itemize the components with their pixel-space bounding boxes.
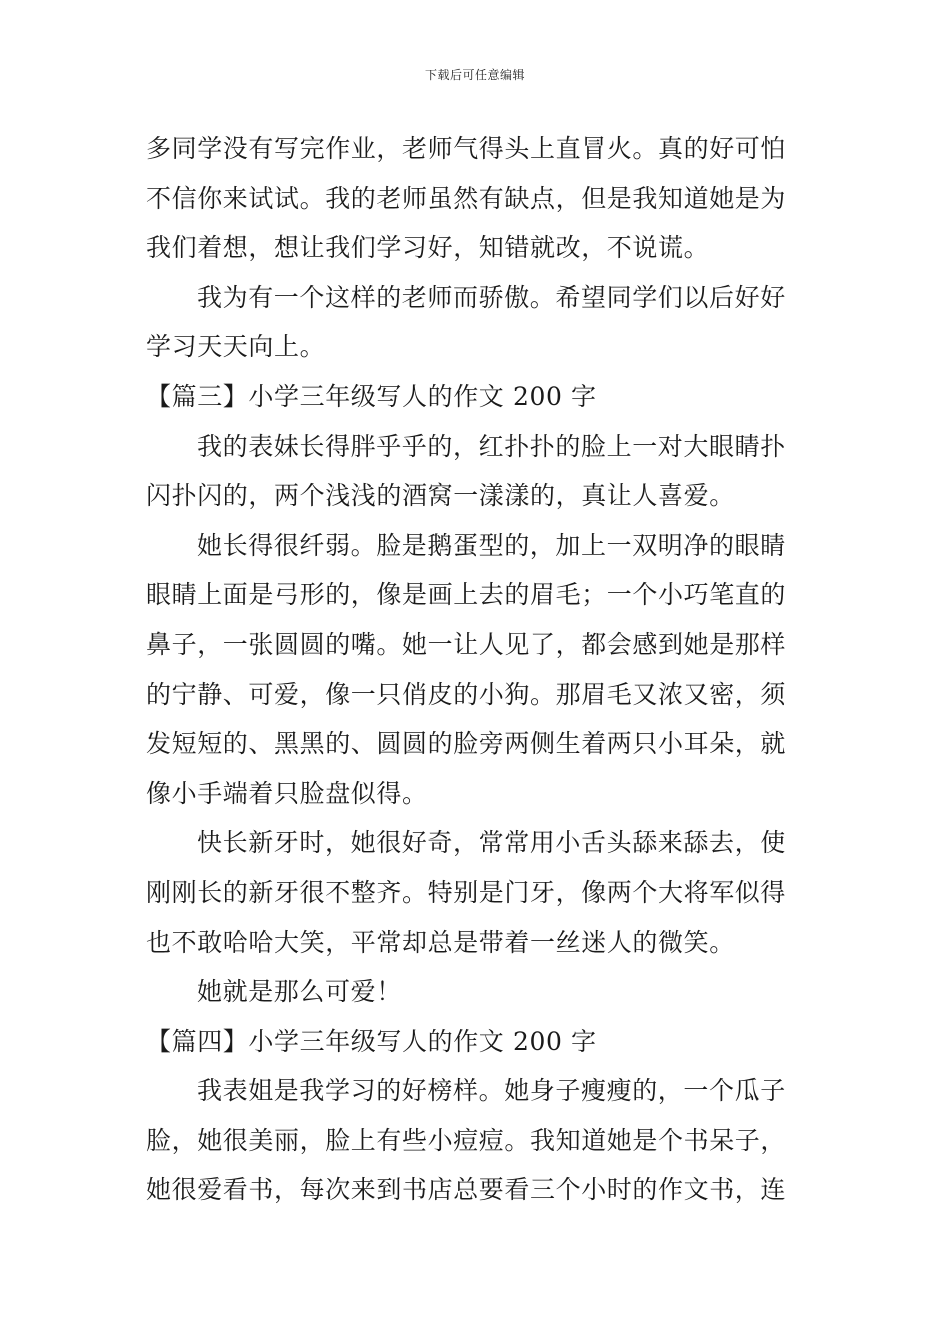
document-body — [146, 124, 810, 1215]
text-line: 我们着想，想让我们学习好，知错就改，不说谎。 — [146, 233, 710, 263]
text-line: 她就是那么可爱！ — [197, 977, 402, 1007]
text-line: 她长得很纤弱。脸是鹅蛋型的，加上一双明净的眼睛 — [197, 530, 786, 560]
text-line: 刚刚长的新牙很不整齐。特别是门牙，像两个大将军似得 — [146, 877, 787, 907]
text-line: 脸，她很美丽，脸上有些小痘痘。我知道她是个书呆子， — [146, 1125, 787, 1155]
text-line: 不信你来试试。我的老师虽然有缺点，但是我知道她是为 — [146, 183, 787, 213]
text-line: 快长新牙时，她很好奇，常常用小舌头舔来舔去，使 — [197, 828, 786, 858]
text-line: 我为有一个这样的老师而骄傲。希望同学们以后好好 — [197, 282, 786, 312]
text-line: 眼睛上面是弓形的，像是画上去的眉毛；一个小巧笔直的 — [146, 580, 787, 610]
text-line: 我表姐是我学习的好榜样。她身子瘦瘦的，一个瓜子 — [197, 1076, 786, 1106]
section-heading: 【篇四】小学三年级写人的作文 200 字 — [146, 1026, 597, 1056]
text-line: 像小手端着只脸盘似得。 — [146, 778, 428, 808]
text-line: 她很爱看书，每次来到书店总要看三个小时的作文书，连 — [146, 1175, 787, 1205]
section-heading: 【篇三】小学三年级写人的作文 200 字 — [146, 381, 597, 411]
text-line: 学习天天向上。 — [146, 332, 326, 362]
text-line: 也不敢哈哈大笑，平常却总是带着一丝迷人的微笑。 — [146, 927, 735, 957]
text-line: 多同学没有写完作业，老师气得头上直冒火。真的好可怕 — [146, 134, 787, 163]
text-line: 闪扑闪的，两个浅浅的酒窝一漾漾的，真让人喜爱。 — [146, 481, 735, 511]
page-header: 下载后可任意编辑 — [424, 68, 525, 82]
text-line: 发短短的、黑黑的、圆圆的脸旁两侧生着两只小耳朵，就 — [146, 729, 787, 759]
text-line: 鼻子，一张圆圆的嘴。她一让人见了，都会感到她是那样 — [146, 629, 787, 659]
text-line: 的宁静、可爱，像一只俏皮的小狗。那眉毛又浓又密，须 — [146, 679, 787, 709]
text-line: 我的表妹长得胖乎乎的，红扑扑的脸上一对大眼睛扑 — [197, 431, 786, 461]
